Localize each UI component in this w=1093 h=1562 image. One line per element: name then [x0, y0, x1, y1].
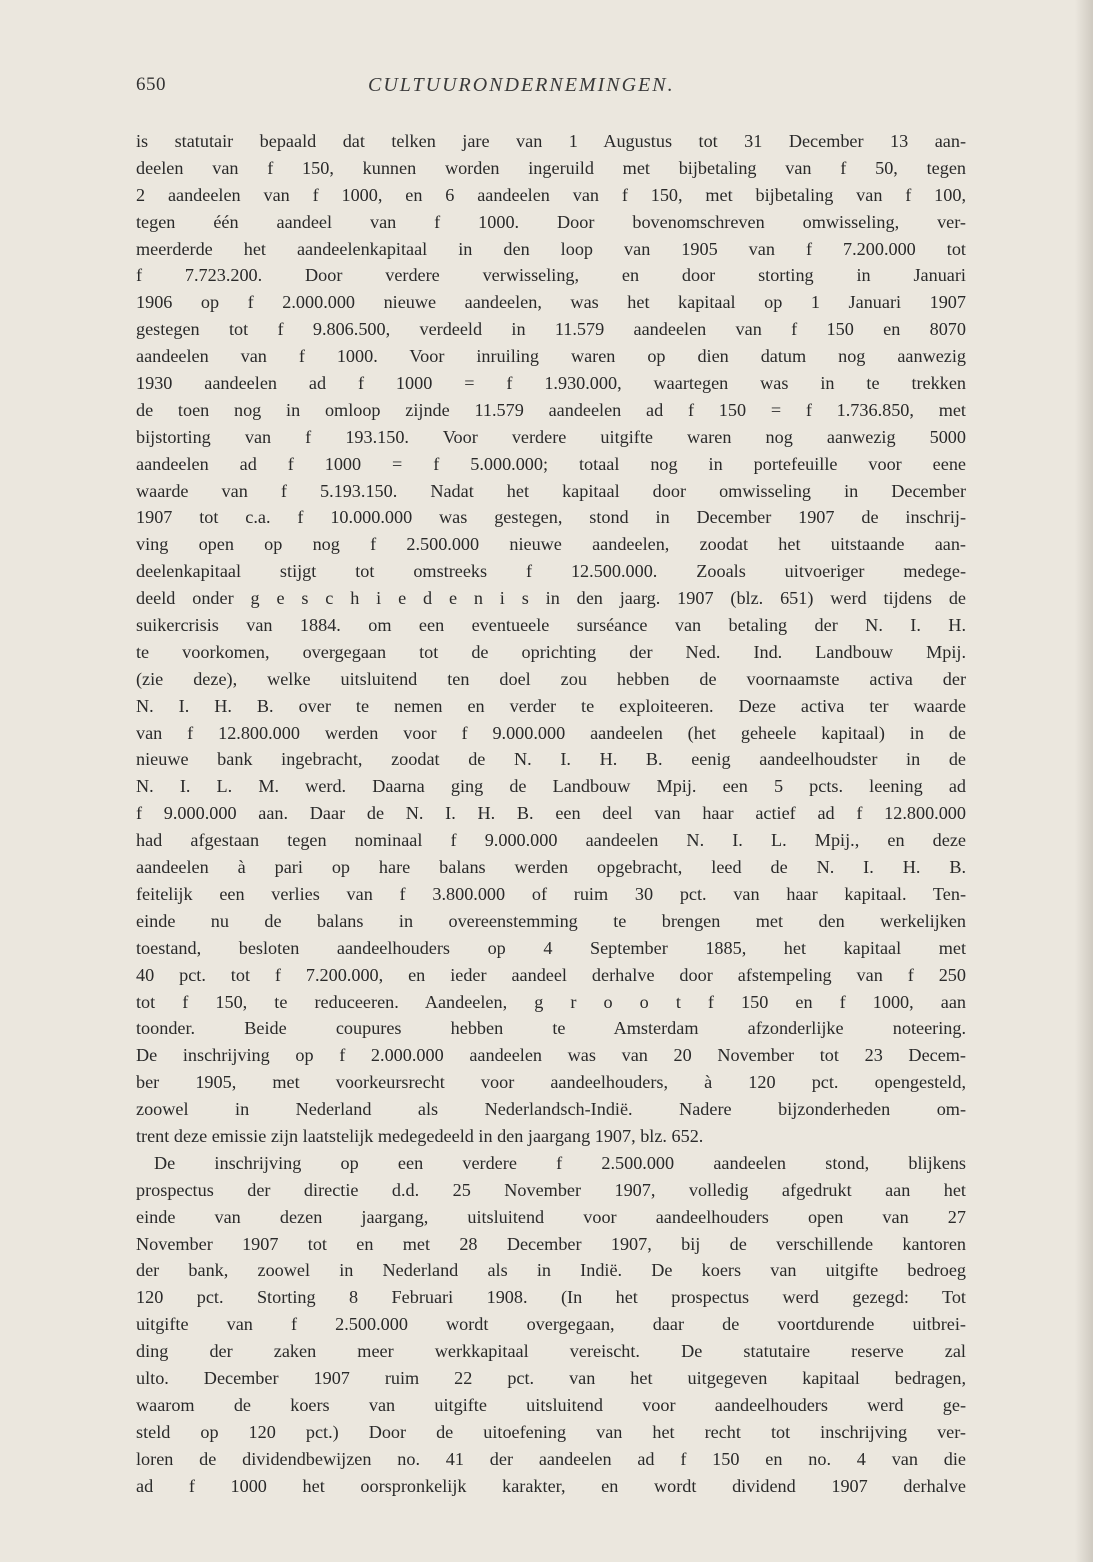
text-line: nieuwe bank ingebracht, zoodat de N. I. H. B. eenig aandeelhoudster in de — [136, 749, 966, 770]
text-line: de toen nog in omloop zijnde 11.579 aandeelen ad f 150 = f 1.736.850, met — [136, 399, 966, 420]
text-line: feitelijk een verlies van f 3.800.000 of ruim 30 pct. van haar kapitaal. Ten- — [136, 883, 966, 904]
text-line: N. I. H. B. over te nemen en verder te exploiteeren. Deze activa ter waarde — [136, 695, 966, 716]
text-line: waarde van f 5.193.150. Nadat het kapitaal door omwisseling in December — [136, 480, 966, 501]
text-line: is statutair bepaald dat telken jare van 1 Augustus tot 31 December 13 aan- — [136, 131, 966, 151]
text-line: einde nu de balans in overeenstemming te brengen met den werkelijken — [136, 910, 966, 931]
text-line: ulto. December 1907 ruim 22 pct. van het uitgegeven kapitaal bedragen, — [136, 1367, 966, 1388]
text-line: ving open op nog f 2.500.000 nieuwe aandeelen, zoodat het uitstaande aan- — [136, 534, 966, 555]
text-line: N. I. L. M. werd. Daarna ging de Landbouw Mpij. een 5 pcts. leening ad — [136, 776, 966, 797]
text-line: aandeelen van f 1000. Voor inruiling waren op dien datum nog aanwezig — [136, 346, 966, 367]
page-header — [136, 74, 966, 104]
text-line: 120 pct. Storting 8 Februari 1908. (In het prospectus werd gezegd: Tot — [136, 1287, 966, 1308]
running-title: CULTUURONDERNEMINGEN. — [368, 74, 675, 96]
text-line: f 9.000.000 aan. Daar de N. I. H. B. een deel van haar actief ad f 12.800.000 — [136, 803, 966, 824]
text-line: prospectus der directie d.d. 25 November 1907, volledig afgedrukt aan het — [136, 1179, 966, 1200]
text-line: (zie deze), welke uitsluitend ten doel zou hebben de voornaamste activa der — [136, 668, 966, 689]
text-line: aandeelen à pari op hare balans werden opgebracht, leed de N. I. H. B. — [136, 857, 966, 878]
text-line: 1907 tot c.a. f 10.000.000 was gestegen, stond in December 1907 de inschrij- — [136, 507, 966, 528]
page-number: 650 — [136, 74, 166, 95]
text-line: deelen van f 150, kunnen worden ingeruild met bijbetaling van f 50, tegen — [136, 157, 966, 178]
text-line: November 1907 tot en met 28 December 1907, bij de verschillende kantoren — [136, 1233, 966, 1254]
text-line: De inschrijving op f 2.000.000 aandeelen was van 20 November tot 23 Decem- — [136, 1045, 966, 1066]
text-line: deeld onder g e s c h i e d e n i s in den jaarg. 1907 (blz. 651) werd tijdens de — [136, 588, 966, 609]
text-line: tot f 150, te reduceeren. Aandeelen, g r o o t f 150 en f 1000, aan — [136, 991, 966, 1012]
text-line: gestegen tot f 9.806.500, verdeeld in 11.579 aandeelen van f 150 en 8070 — [136, 319, 966, 340]
page-edge-shadow — [1075, 0, 1093, 1562]
text-line: f 7.723.200. Door verdere verwisseling, en door storting in Januari — [136, 265, 966, 286]
text-line: bijstorting van f 193.150. Voor verdere uitgifte waren nog aanwezig 5000 — [136, 426, 966, 447]
text-line: trent deze emissie zijn laatstelijk medegedeeld in den jaargang 1907, blz. 652. — [136, 1125, 704, 1146]
text-line: steld op 120 pct.) Door de uitoefening van het recht tot inschrijving ver- — [136, 1421, 966, 1442]
text-line: meerderde het aandeelenkapitaal in den loop van 1905 van f 7.200.000 tot — [136, 238, 966, 259]
text-line: 2 aandeelen van f 1000, en 6 aandeelen van f 150, met bijbetaling van f 100, — [136, 184, 966, 205]
text-line: 1930 aandeelen ad f 1000 = f 1.930.000, waartegen was in te trekken — [136, 373, 966, 394]
text-line: waarom de koers van uitgifte uitsluitend voor aandeelhouders werd ge- — [136, 1394, 966, 1415]
text-line: suikercrisis van 1884. om een eventueele surséance van betaling der N. I. H. — [136, 615, 966, 636]
text-line: einde van dezen jaargang, uitsluitend voor aandeelhouders open van 27 — [136, 1206, 966, 1227]
text-line: tegen één aandeel van f 1000. Door bovenomschreven omwisseling, ver- — [136, 211, 966, 232]
text-line: 40 pct. tot f 7.200.000, en ieder aandeel derhalve door afstempeling van f 250 — [136, 964, 966, 985]
text-line: De inschrijving op een verdere f 2.500.000 aandeelen stond, blijkens — [154, 1152, 966, 1173]
text-line: ding der zaken meer werkkapitaal vereischt. De statutaire reserve zal — [136, 1341, 966, 1362]
text-line: loren de dividendbewijzen no. 41 der aandeelen ad f 150 en no. 4 van die — [136, 1448, 966, 1469]
text-line: uitgifte van f 2.500.000 wordt overgegaan, daar de voortdurende uitbrei- — [136, 1314, 966, 1335]
text-line: der bank, zoowel in Nederland als in Indië. De koers van uitgifte bedroeg — [136, 1260, 966, 1281]
text-line: aandeelen ad f 1000 = f 5.000.000; totaal nog in portefeuille voor eene — [136, 453, 966, 474]
body-text — [136, 128, 966, 1499]
text-line: toestand, besloten aandeelhouders op 4 September 1885, het kapitaal met — [136, 937, 966, 958]
text-line: ad f 1000 het oorspronkelijk karakter, en wordt dividend 1907 derhalve — [136, 1475, 966, 1496]
text-line: 1906 op f 2.000.000 nieuwe aandeelen, was het kapitaal op 1 Januari 1907 — [136, 292, 966, 313]
text-line: deelenkapitaal stijgt tot omstreeks f 12.500.000. Zooals uitvoeriger medege- — [136, 561, 966, 582]
text-line: zoowel in Nederland als Nederlandsch-Indië. Nadere bijzonderheden om- — [136, 1099, 966, 1120]
text-line: van f 12.800.000 werden voor f 9.000.000 aandeelen (het geheele kapitaal) in de — [136, 722, 966, 743]
text-line: ber 1905, met voorkeursrecht voor aandeelhouders, à 120 pct. opengesteld, — [136, 1072, 966, 1093]
text-line: te voorkomen, overgegaan tot de oprichting der Ned. Ind. Landbouw Mpij. — [136, 641, 966, 662]
text-line: toonder. Beide coupures hebben te Amsterdam afzonderlijke noteering. — [136, 1018, 966, 1039]
text-line: had afgestaan tegen nominaal f 9.000.000 aandeelen N. I. L. Mpij., en deze — [136, 830, 966, 851]
